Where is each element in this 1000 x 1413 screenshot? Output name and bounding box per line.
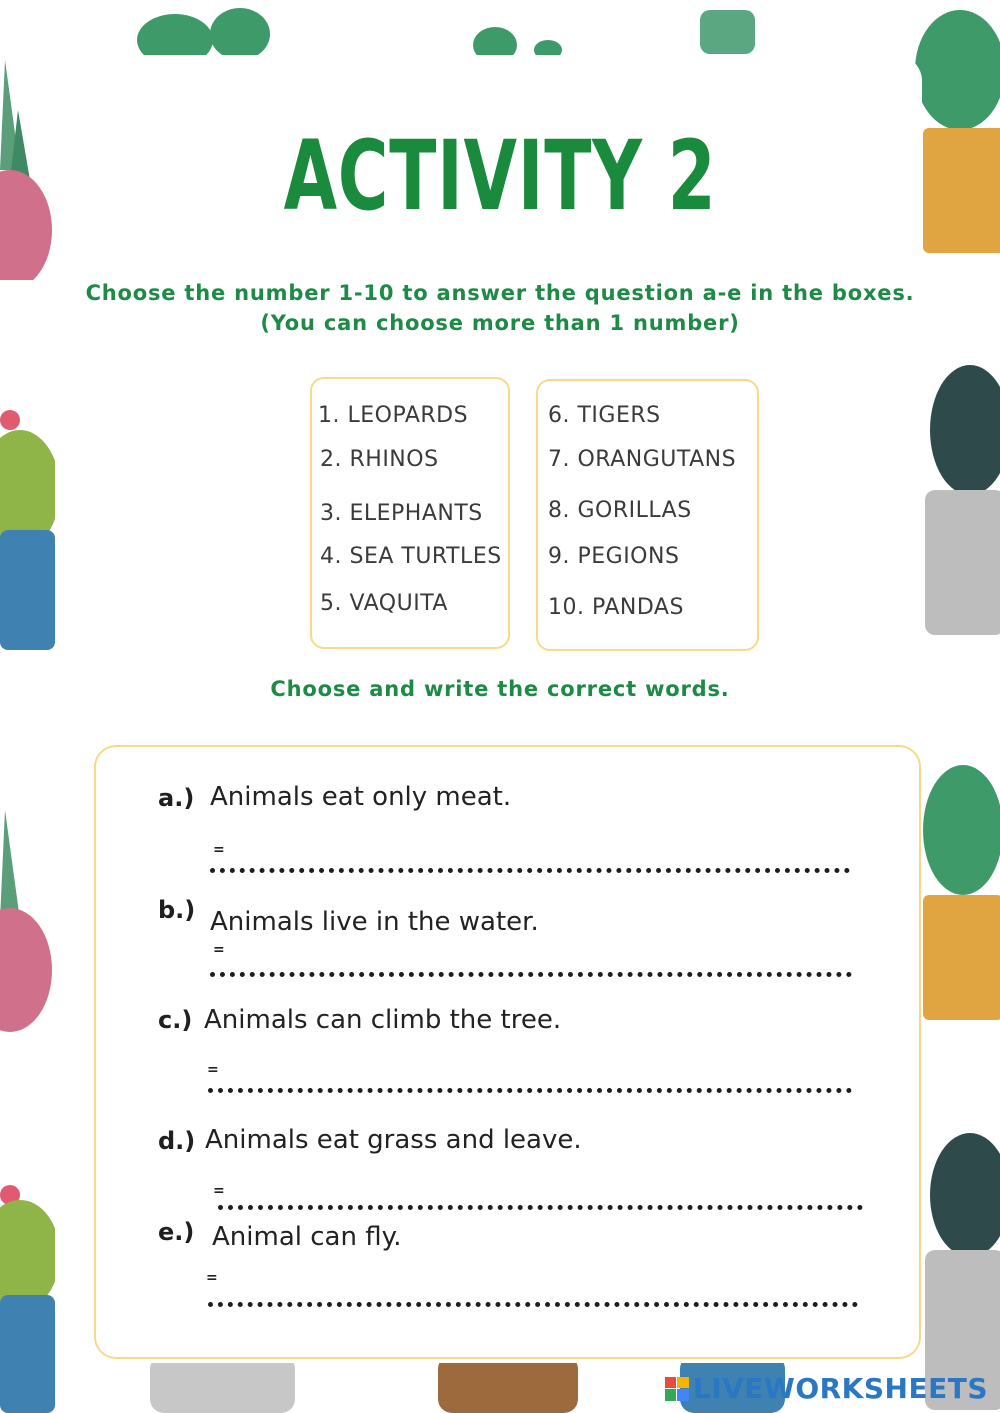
question-text-d: Animals eat grass and leave.: [205, 1125, 582, 1155]
answer-field-a[interactable]: [210, 868, 850, 873]
questions-box: [94, 745, 921, 1359]
question-letter-d: d.): [158, 1127, 196, 1155]
list-item: 5. VAQUITA: [320, 591, 448, 616]
cactus-pot-right-2: [925, 360, 1000, 640]
cactus-pot-left-1: [0, 30, 60, 280]
answer-equals-d: =: [213, 1183, 225, 1199]
cactus-pot-left-3: [0, 800, 60, 1050]
question-text-a: Animals eat only meat.: [210, 782, 512, 812]
question-text-b: Animals live in the water.: [210, 907, 539, 937]
answer-field-d[interactable]: [218, 1205, 863, 1210]
answer-field-b[interactable]: [210, 972, 852, 977]
instruction-write-words: Choose and write the correct words.: [270, 677, 730, 701]
answer-field-c[interactable]: [208, 1088, 852, 1093]
cactus-pot-right-3: [918, 755, 1000, 1025]
liveworksheets-logo-icon: [665, 1377, 689, 1401]
list-item: 9. PEGIONS: [548, 544, 680, 569]
answer-equals-e: =: [206, 1270, 218, 1286]
brand-text: LIVEWORKSHEETS: [692, 1372, 988, 1405]
page-title: ACTIVITY 2: [283, 120, 717, 232]
list-item: 7. ORANGUTANS: [548, 447, 737, 472]
cactus-decoration-top: [0, 0, 1000, 60]
cactus-pot-left-2: [0, 400, 60, 660]
list-item: 10. PANDAS: [548, 595, 684, 620]
question-text-c: Animals can climb the tree.: [204, 1005, 562, 1035]
list-item: 1. LEOPARDS: [318, 403, 469, 428]
instruction-line-1: Choose the number 1-10 to answer the question a-e in the boxes.: [85, 281, 915, 305]
answer-equals-c: =: [207, 1062, 219, 1078]
liveworksheets-brand: [665, 1372, 988, 1405]
answer-field-e[interactable]: [208, 1302, 858, 1307]
question-letter-a: a.): [158, 784, 195, 812]
list-item: 3. ELEPHANTS: [320, 501, 483, 526]
question-letter-e: e.): [158, 1218, 195, 1246]
list-item: 2. RHINOS: [320, 447, 439, 472]
question-letter-c: c.): [158, 1006, 193, 1034]
list-item: 4. SEA TURTLES: [320, 544, 502, 569]
question-text-e: Animal can fly.: [212, 1222, 402, 1252]
list-item: 8. GORILLAS: [548, 498, 692, 523]
answer-equals-a: =: [213, 842, 225, 858]
question-letter-b: b.): [158, 896, 196, 924]
answer-equals-b: =: [213, 942, 225, 958]
list-item: 6. TIGERS: [548, 403, 661, 428]
instruction-line-2: (You can choose more than 1 number): [260, 311, 740, 335]
